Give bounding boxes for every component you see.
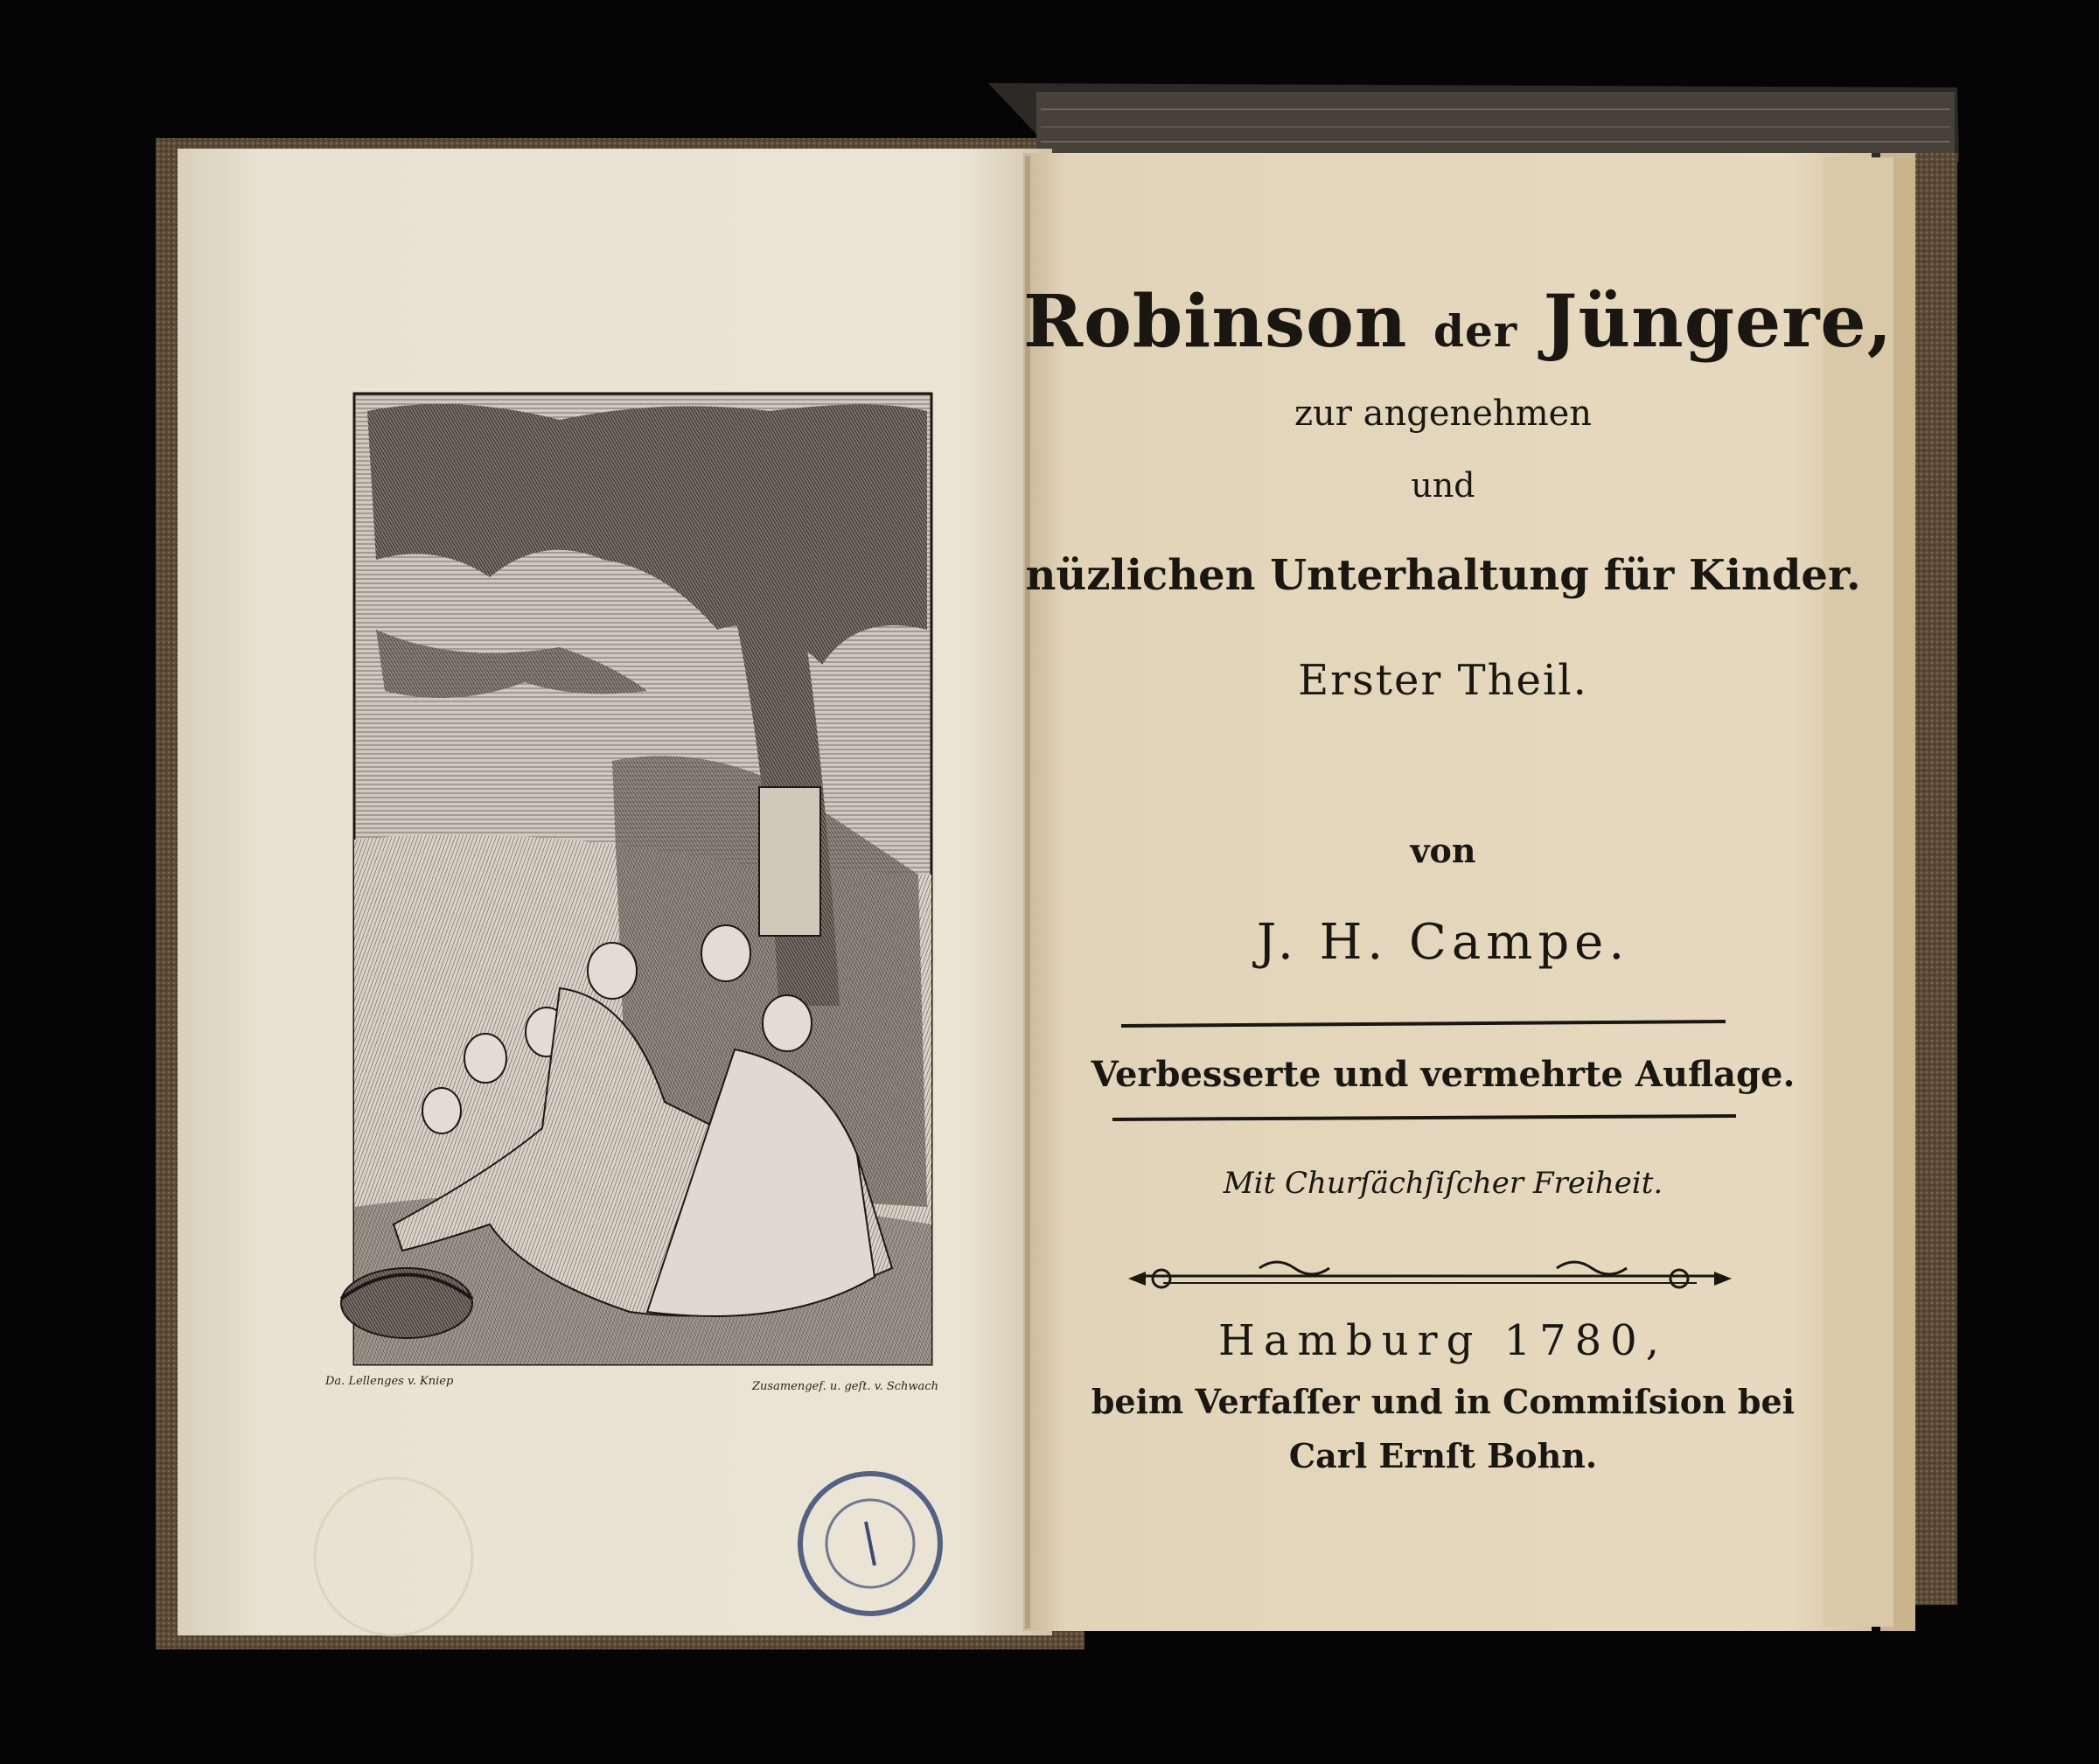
title-main: Robinson xyxy=(1023,280,1408,364)
edition-note: Verbesserte und vermehrte Auflage. xyxy=(1091,1054,1796,1095)
subtitle-line-1: zur angenehmen xyxy=(1294,394,1593,434)
subtitle-line-2: und xyxy=(1411,466,1475,505)
place-year: Hamburg 1780, xyxy=(1218,1316,1668,1365)
privilege-note: Mit Churſächſiſcher Freiheit. xyxy=(1223,1166,1663,1201)
frontispiece-engraving xyxy=(341,394,931,1364)
book-title xyxy=(1023,280,1893,364)
title-der: der xyxy=(1433,305,1518,357)
part-label: Erster Theil. xyxy=(1298,656,1588,705)
by-label: von xyxy=(1410,831,1476,870)
publisher-line-1: beim Verfaſſer und in Commiſsion bei xyxy=(1091,1382,1796,1421)
author-name: J. H. Campe. xyxy=(1256,914,1630,971)
engraving-credit-left: Da. Lellenges v. Kniep xyxy=(325,1375,454,1388)
subtitle-line-3: nüzlichen Unterhaltung für Kinder. xyxy=(1025,551,1861,600)
publisher-line-2: Carl Ernſt Bohn. xyxy=(1288,1436,1598,1475)
engraving-credit-right: Zusamengef. u. geſt. v. Schwach xyxy=(752,1380,938,1393)
title-page xyxy=(1023,131,1893,1749)
title-end: Jüngere, xyxy=(1543,280,1893,364)
